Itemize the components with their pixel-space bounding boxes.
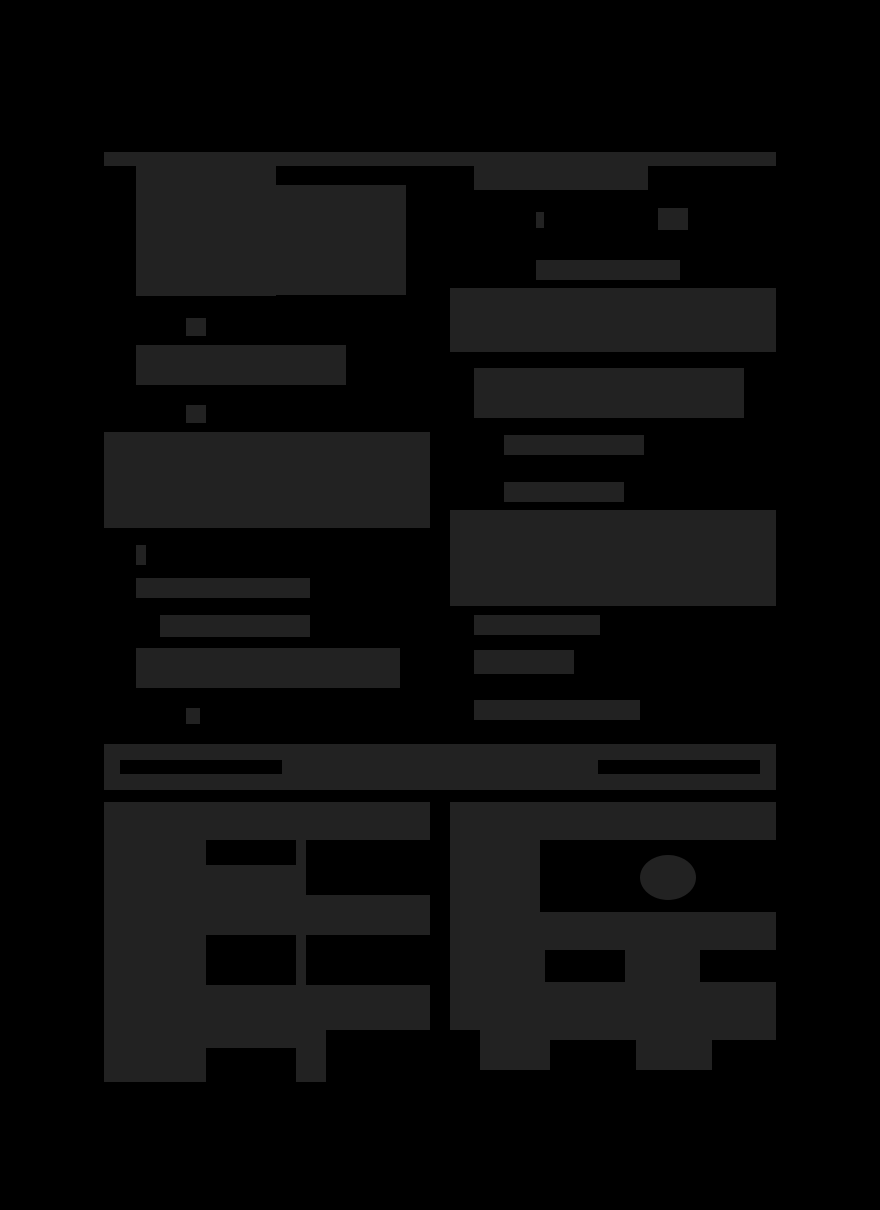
text-block (450, 510, 776, 606)
text-block (474, 700, 640, 720)
text-block (136, 345, 346, 385)
text-block (450, 288, 776, 352)
text-block (136, 578, 310, 598)
text-block (136, 545, 146, 565)
gap (306, 840, 430, 895)
text-block (276, 185, 406, 295)
text-block (186, 405, 206, 423)
gap (545, 950, 625, 982)
text-block (536, 260, 680, 280)
text-block (536, 212, 544, 228)
text-block (474, 166, 648, 190)
round-mark (640, 855, 696, 900)
text-block (186, 708, 200, 724)
gap (206, 840, 296, 865)
gap (206, 935, 296, 985)
text-block (136, 648, 400, 688)
text-block (474, 650, 574, 674)
gap (306, 935, 430, 985)
gap (700, 950, 776, 982)
banner-slot-left (120, 760, 282, 774)
text-block (160, 615, 310, 637)
top-rule (104, 152, 776, 166)
text-block (104, 432, 430, 528)
text-block (504, 482, 624, 502)
text-block (474, 615, 600, 635)
text-block (504, 435, 644, 455)
text-block (658, 208, 688, 230)
text-block (136, 166, 276, 296)
gap (206, 1048, 296, 1088)
banner-bar (104, 744, 776, 790)
banner-slot-right (598, 760, 760, 774)
gap (550, 1040, 636, 1070)
text-block (474, 368, 744, 418)
gap (450, 1030, 480, 1070)
gap (712, 1040, 776, 1070)
text-block (186, 318, 206, 336)
gap (326, 1030, 430, 1090)
